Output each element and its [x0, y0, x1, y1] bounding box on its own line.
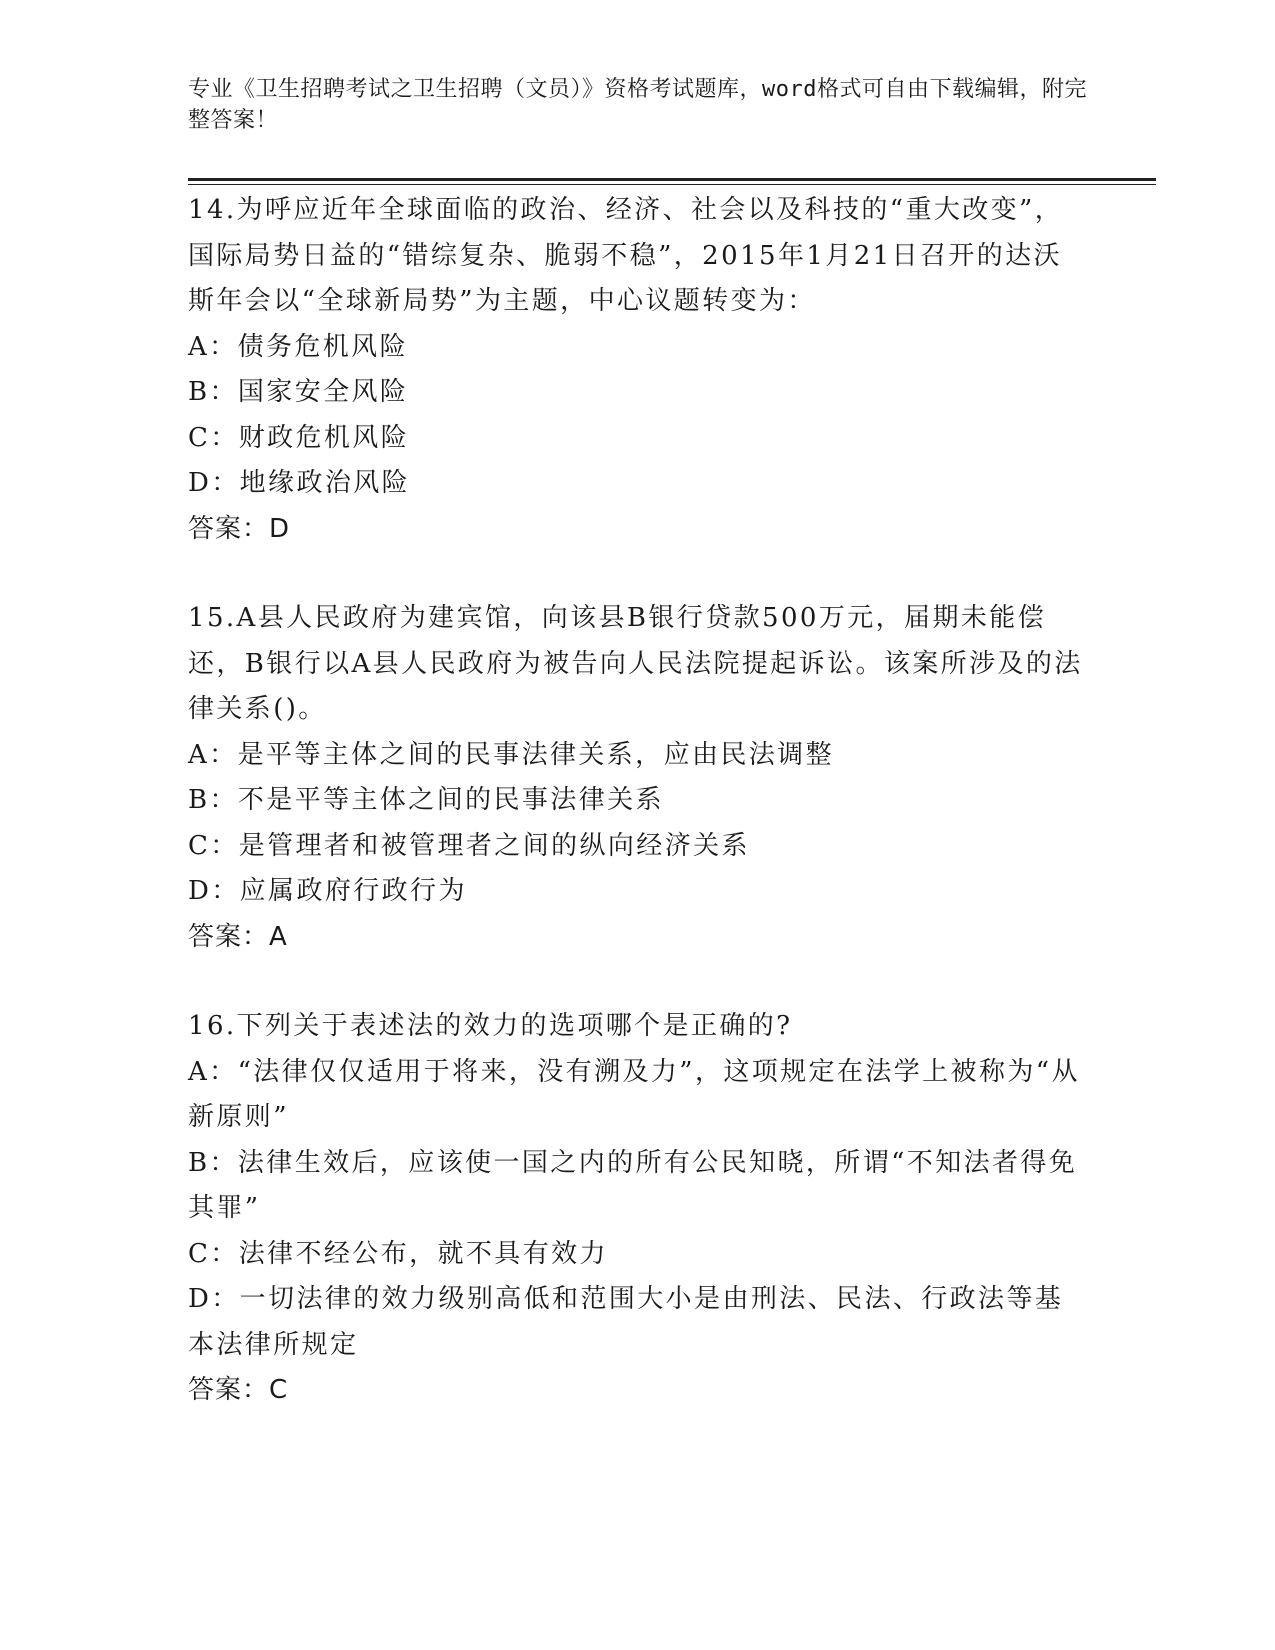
- option-a: A：“法律仅仅适用于将来，没有溯及力”，这项规定在法学上被称为“从新原则”: [188, 1056, 1080, 1132]
- header-divider-thick: [188, 178, 1156, 181]
- option-a: A：债务危机风险: [188, 331, 408, 362]
- question-list: [188, 188, 1088, 1414]
- option-d: D：一切法律的效力级别高低和范围大小是由刑法、民法、行政法等基本法律所规定: [188, 1284, 1064, 1360]
- document-header: [188, 74, 1088, 136]
- question-14: [188, 188, 1088, 552]
- question-spacer: [188, 552, 1088, 596]
- question-spacer: [188, 960, 1088, 1004]
- option-d: D：应属政府行政行为: [188, 876, 467, 906]
- question-text: 14.为呼应近年全球面临的政治、经济、社会以及科技的“重大改变”，国际局势日益的“错综复杂、脆弱不稳”，2015年1月21日召开的达沃斯年会以“全球新局势”为主题，中心议题转变为：: [188, 195, 1064, 316]
- question-text: 16.下列关于表述法的效力的选项哪个是正确的?: [188, 1011, 793, 1041]
- option-b: B：国家安全风险: [188, 377, 409, 407]
- option-b: B：法律生效后，应该使一国之内的所有公民知晓，所谓“不知法者得免其罪”: [188, 1147, 1078, 1223]
- option-c: C：是管理者和被管理者之间的纵向经济关系: [188, 830, 750, 861]
- option-a: A：是平等主体之间的民事法律关系，应由民法调整: [188, 739, 834, 770]
- answer: 答案：C: [188, 1375, 289, 1405]
- answer: 答案：A: [188, 921, 288, 952]
- question-16: [188, 1004, 1088, 1414]
- question-text: 15.A县人民政府为建宾馆，向该县B银行贷款500万元，届期未能偿还，B银行以A县人民政府为被告向人民法院提起诉讼。该案所涉及的法律关系()。: [188, 603, 1083, 724]
- option-d: D：地缘政治风险: [188, 468, 411, 498]
- option-b: B：不是平等主体之间的民事法律关系: [188, 785, 664, 815]
- header-divider-thin: [188, 184, 1156, 185]
- answer: 答案：D: [188, 513, 291, 544]
- option-c: C：法律不经公布，就不具有效力: [188, 1238, 608, 1269]
- question-15: [188, 596, 1088, 960]
- option-c: C：财政危机风险: [188, 422, 410, 453]
- header-title: 专业《卫生招聘考试之卫生招聘（文员）》资格考试题库，word格式可自由下载编辑，附完整答案！: [188, 77, 1087, 133]
